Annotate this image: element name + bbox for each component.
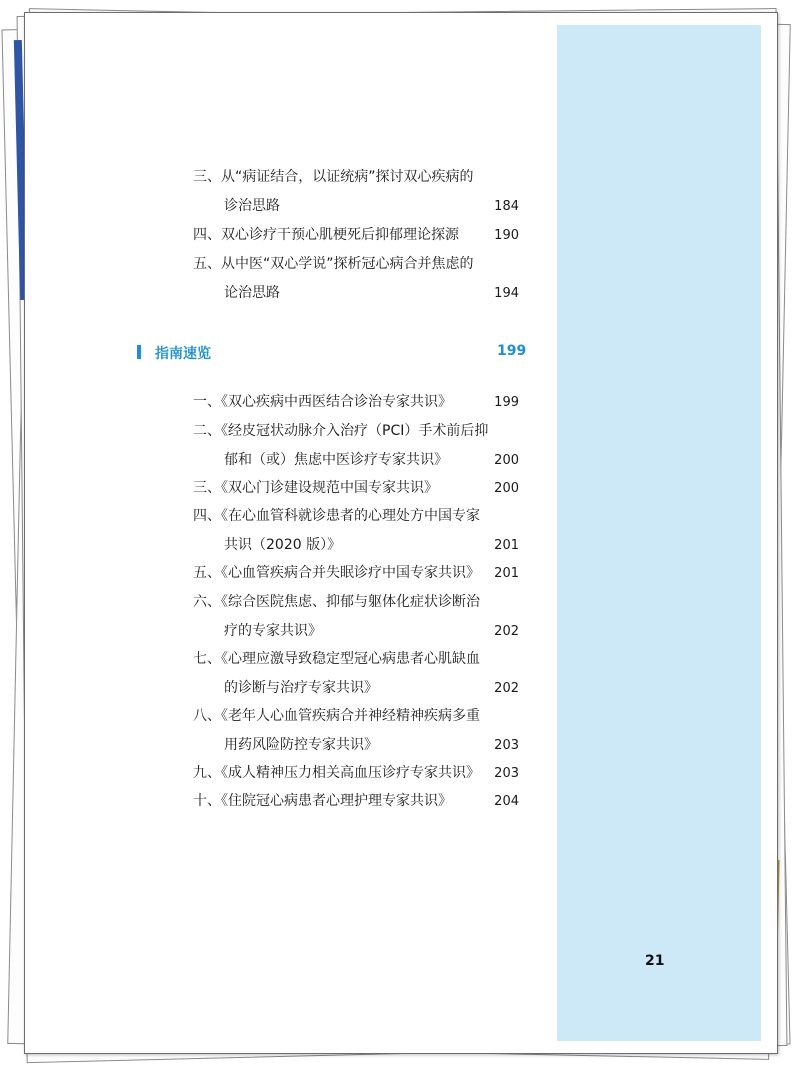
page-number: 21 (645, 953, 665, 969)
section-marker (137, 345, 141, 359)
toc-page-number: 202 (494, 681, 519, 696)
toc-entry (193, 422, 519, 469)
toc-entry-text: 共识（2020 版）》 (224, 537, 342, 553)
toc-page-number: 200 (494, 481, 519, 496)
toc-entry (193, 479, 519, 497)
page-sidebar (557, 25, 761, 1041)
toc-entry (193, 393, 519, 411)
toc-entry-text: 论治思路 (224, 285, 280, 301)
toc-entry-text: 五、从中医“双心学说”探析冠心病合并焦虑的 (193, 256, 474, 272)
toc-entry (193, 593, 519, 640)
toc-page-number: 203 (494, 766, 519, 781)
toc-page-number: 194 (494, 286, 519, 301)
document-page (24, 12, 778, 1054)
toc-entry-text: 的诊断与治疗专家共识》 (224, 680, 378, 696)
section-title: 指南速览 (155, 346, 211, 362)
toc-entry-text: 五、《心血管疾病合并失眠诊疗中国专家共识》 (193, 565, 480, 581)
toc-entry-text: 郁和（或）焦虑中医诊疗专家共识》 (224, 452, 448, 468)
toc-entry-text: 四、双心诊疗干预心肌梗死后抑郁理论探源 (193, 227, 459, 243)
section-page-number: 199 (497, 343, 527, 359)
toc-entry (193, 764, 519, 782)
toc-entry-text: 四、《在心血管科就诊患者的心理处方中国专家 (193, 508, 480, 524)
toc-entry (193, 168, 519, 215)
toc-page-number: 204 (494, 794, 519, 809)
toc-entry (193, 564, 519, 582)
toc-entry-text: 疗的专家共识》 (224, 623, 322, 639)
toc-entry (193, 650, 519, 697)
toc-entry-text: 十、《住院冠心病患者心理护理专家共识》 (193, 793, 452, 809)
toc-entry-text: 三、《双心门诊建设规范中国专家共识》 (193, 480, 438, 496)
toc-entry-text: 诊治思路 (224, 198, 280, 214)
toc-entry-text: 用药风险防控专家共识》 (224, 737, 378, 753)
toc-entry-text: 一、《双心疾病中西医结合诊治专家共识》 (193, 394, 452, 410)
toc-page-number: 199 (494, 395, 519, 410)
toc-entry (193, 507, 519, 554)
toc-page-number: 202 (494, 624, 519, 639)
toc-entry-text: 八、《老年人心血管疾病合并神经精神疾病多重 (193, 708, 480, 724)
toc-entry (193, 792, 519, 810)
toc-entry (193, 707, 519, 754)
toc-entry (193, 226, 519, 244)
toc-entry-text: 三、从“病证结合，以证统病”探讨双心疾病的 (193, 169, 474, 185)
toc-page-number: 184 (494, 199, 519, 214)
toc-page-number: 201 (494, 566, 519, 581)
toc-page-number: 203 (494, 738, 519, 753)
toc-entry-text: 九、《成人精神压力相关高血压诊疗专家共识》 (193, 765, 480, 781)
toc-page-number: 200 (494, 453, 519, 468)
toc-page-number: 190 (494, 228, 519, 243)
toc-page-number: 201 (494, 538, 519, 553)
toc-entry-text: 七、《心理应激导致稳定型冠心病患者心肌缺血 (193, 651, 480, 667)
toc-entry-text: 二、《经皮冠状动脉介入治疗（PCI）手术前后抑 (193, 423, 489, 439)
toc-entry-text: 六、《综合医院焦虑、抑郁与躯体化症状诊断治 (193, 594, 480, 610)
toc-entry (193, 255, 519, 302)
